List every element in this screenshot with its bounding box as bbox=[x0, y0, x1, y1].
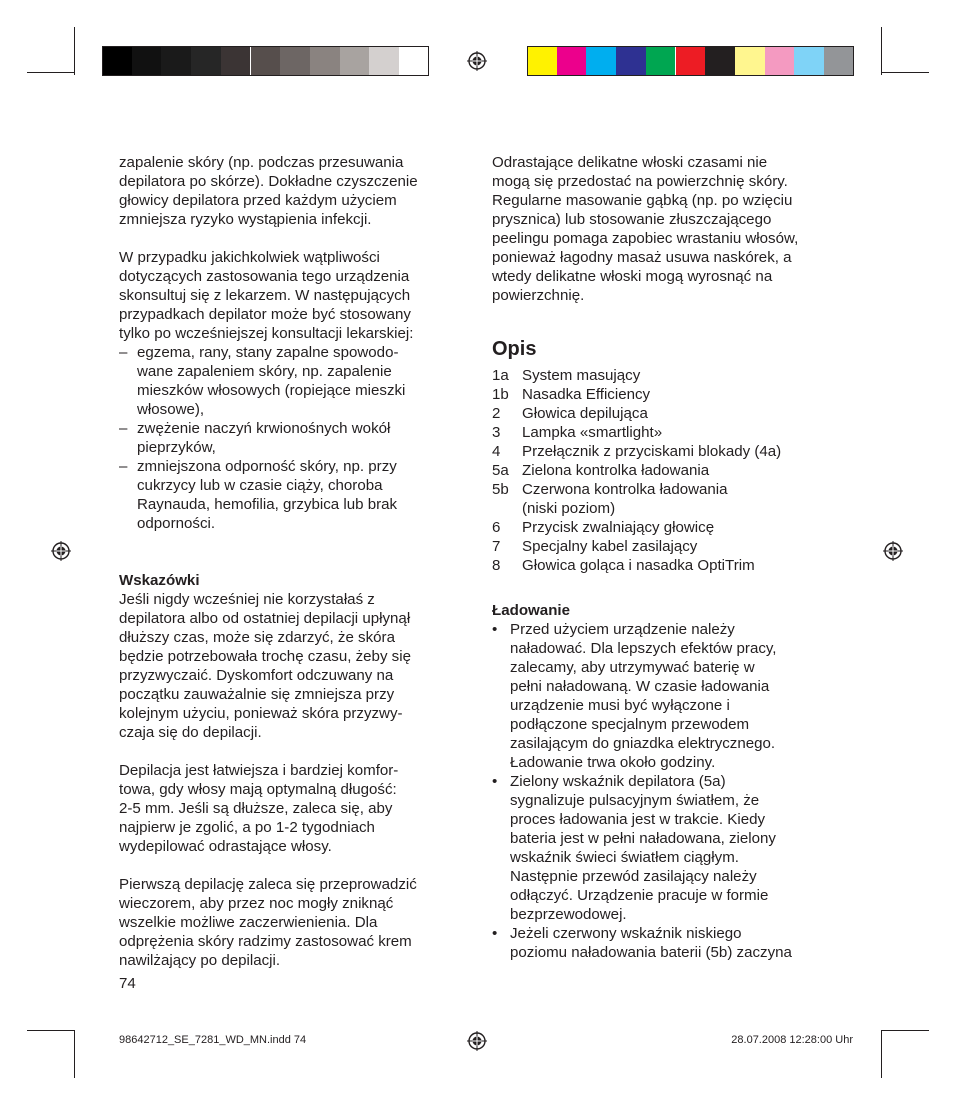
paragraph: Pierwszą depilację zaleca się przeprowadzić wieczorem, aby przez noc mogły zniknąć wszelkie możliwe zaczerwienienia. Dla odprężenia skóry radzimy zastosować krem nawilżający po depilacji. bbox=[119, 876, 417, 969]
list-item: – egzema, rany, stany zapalne spowodo- wane zapaleniem skóry, np. zapalenie mieszków włosowych (ropiejące mieszki włosowe), bbox=[119, 344, 406, 418]
list-item: 2 Głowica depilująca bbox=[492, 405, 648, 422]
list-item: 5b Czerwona kontrolka ładowania (niski poziom) bbox=[492, 481, 728, 517]
list-item: 4 Przełącznik z przyciskami blokady (4a) bbox=[492, 443, 782, 460]
section-heading-wskazowki: Wskazówki bbox=[119, 572, 200, 589]
crop-mark bbox=[74, 27, 75, 75]
crop-mark bbox=[74, 1030, 75, 1078]
color-bar-frame bbox=[527, 46, 854, 76]
left-column bbox=[119, 153, 464, 970]
footer-file-info: 98642712_SE_7281_WD_MN.indd 74 bbox=[119, 1034, 307, 1046]
section-heading-ladowanie: Ładowanie bbox=[492, 602, 570, 619]
list-item: – zwężenie naczyń krwionośnych wokół pieprzyków, bbox=[119, 420, 391, 456]
color-bar-frame bbox=[102, 46, 429, 76]
list-item: • Przed użyciem urządzenie należy naładować. Dla lepszych efektów pracy, zalecamy, aby utrzymywać baterię w pełni naładowaną. W czasie ładowania urządzenie musi być wyłączone i podłączone specjalnym przewodem zasilającym do gniazdka elektrycznego. Ładowanie trwa około godziny. bbox=[492, 621, 777, 771]
list-item: 7 Specjalny kabel zasilający bbox=[492, 538, 698, 555]
registration-mark-icon bbox=[883, 541, 903, 561]
section-heading-opis: Opis bbox=[492, 338, 537, 360]
paragraph: Depilacja jest łatwiejsza i bardziej komfor- towa, gdy włosy mają optymalną długość: 2-5 mm. Jeśli są dłuższe, zaleca się, aby najpierw je zgolić, a po 1-2 tygodniach wydepilować odrastające włosy. bbox=[119, 762, 399, 855]
crop-mark bbox=[27, 1030, 75, 1031]
right-column bbox=[492, 153, 837, 962]
registration-mark-icon bbox=[51, 541, 71, 561]
list-item: • Zielony wskaźnik depilatora (5a) sygnalizuje pulsacyjnym światłem, że proces ładowania jest w trakcie. Kiedy bateria jest w pełni naładowana, zielony wskaźnik świeci światłem ciągłym. Następnie przewód zasilający należy odłączyć. Urządzenie pracuje w formie bezprzewodowej. bbox=[492, 773, 776, 923]
crop-mark bbox=[881, 1030, 929, 1031]
crop-mark bbox=[27, 72, 75, 73]
list-item: 1b Nasadka Efficiency bbox=[492, 386, 651, 403]
registration-mark-icon bbox=[467, 51, 487, 71]
crop-mark bbox=[881, 72, 929, 73]
crop-mark bbox=[881, 1030, 882, 1078]
list-item: 5a Zielona kontrolka ładowania bbox=[492, 462, 710, 479]
list-item: 1a System masujący bbox=[492, 367, 641, 384]
registration-mark-icon bbox=[467, 1031, 487, 1051]
paragraph: Jeśli nigdy wcześniej nie korzystałaś z depilatora albo od ostatniej depilacji upłynął dłuższy czas, może się zdarzyć, że skóra będzie potrzebowała trochę czasu, żeby się przyzwyczaić. Dyskomfort odczuwany na początku zauważalnie się zmniejsza przy kolejnym użyciu, ponieważ skóra przyzwy- czaja się do depilacji. bbox=[119, 591, 411, 741]
list-item: – zmniejszona odporność skóry, np. przy cukrzycy lub w czasie ciąży, choroba Raynauda, hemofilia, grzybica lub brak odporności. bbox=[119, 458, 398, 532]
paragraph: zapalenie skóry (np. podczas przesuwania depilatora po skórze). Dokładne czyszczenie głowicy depilatora przed każdym użyciem zmniejsza ryzyko wystąpienia infekcji. bbox=[119, 154, 418, 228]
footer-datetime: 28.07.2008 12:28:00 Uhr bbox=[731, 1034, 853, 1046]
list-item: 8 Głowica goląca i nasadka OptiTrim bbox=[492, 557, 755, 574]
paragraph: W przypadku jakichkolwiek wątpliwości dotyczących zastosowania tego urządzenia skonsultuj się z lekarzem. W następujących przypadkach depilator może być stosowany tylko po wcześniejszej konsultacji lekarskiej: bbox=[119, 249, 414, 342]
list-item: 6 Przycisk zwalniający głowicę bbox=[492, 519, 715, 536]
paragraph: Odrastające delikatne włoski czasami nie mogą się przedostać na powierzchnię skóry. Regularne masowanie gąbką (np. po wzięciu prysznica) lub stosowanie złuszczającego peelingu pomaga zapobiec wrastaniu włosów, ponieważ łagodny masaż usuwa naskórek, a wtedy delikatne włoski mogą wyrosnąć na powierzchnię. bbox=[492, 154, 799, 304]
page-number: 74 bbox=[119, 975, 136, 992]
list-item: • Jeżeli czerwony wskaźnik niskiego poziomu naładowania baterii (5b) zaczyna bbox=[492, 925, 792, 961]
crop-mark bbox=[881, 27, 882, 75]
list-item: 3 Lampka «smartlight» bbox=[492, 424, 663, 441]
